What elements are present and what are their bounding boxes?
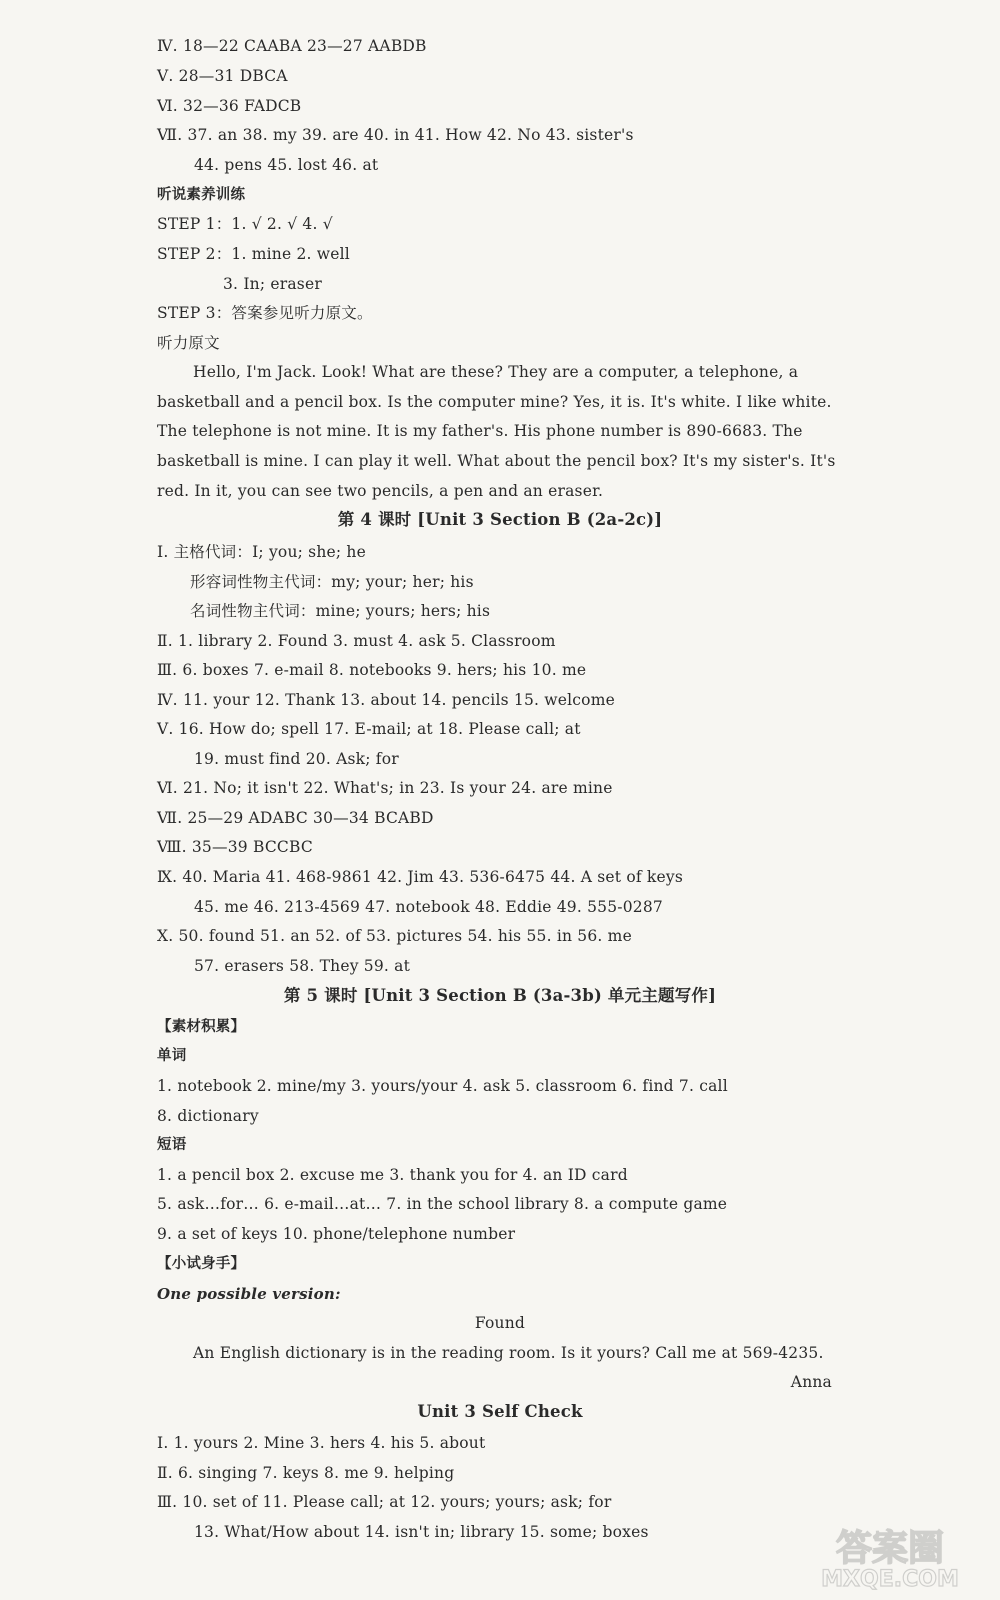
watermark-graphic bbox=[800, 1522, 980, 1592]
script-line: The telephone is not mine. It is my father's. His phone number is 890-6683. The bbox=[157, 422, 803, 440]
answer-line: Ⅴ. 16. How do; spell 17. E-mail; at 18. Please call; at bbox=[157, 720, 581, 738]
watermark-en: MXQE.COM bbox=[821, 1567, 959, 1592]
script-line: Hello, I'm Jack. Look! What are these? They are a computer, a telephone, a bbox=[193, 363, 799, 381]
found-text: An English dictionary is in the reading room. Is it yours? Call me at 569-4235. bbox=[193, 1344, 824, 1362]
answer-line: Ⅲ. 6. boxes 7. e-mail 8. notebooks 9. hers; his 10. me bbox=[157, 661, 587, 679]
answer-line: 13. What/How about 14. isn't in; library 15. some; boxes bbox=[194, 1523, 649, 1541]
answer-line: Ⅳ. 11. your 12. Thank 13. about 14. pencils 15. welcome bbox=[157, 691, 615, 709]
words-heading: 单词 bbox=[157, 1048, 187, 1064]
answer-line: Ⅹ. 50. found 51. an 52. of 53. pictures 54. his 55. in 56. me bbox=[157, 927, 632, 945]
try-heading: 【小试身手】 bbox=[157, 1256, 246, 1272]
step-1: STEP 1：1. √ 2. √ 4. √ bbox=[157, 215, 333, 233]
answer-line: 44. pens 45. lost 46. at bbox=[194, 156, 379, 174]
found-title: Found bbox=[474, 1314, 526, 1332]
answer-line: 19. must find 20. Ask; for bbox=[194, 750, 399, 768]
words-line: 8. dictionary bbox=[157, 1107, 259, 1125]
answer-line: Ⅲ. 10. set of 11. Please call; at 12. yours; yours; ask; for bbox=[157, 1493, 612, 1511]
step-2-cont: 3. In; eraser bbox=[223, 275, 322, 293]
lesson-4-title: 第 4 课时 [Unit 3 Section B (2a-2c)] bbox=[337, 510, 663, 529]
phrases-line: 9. a set of keys 10. phone/telephone number bbox=[157, 1225, 516, 1243]
step-3: STEP 3：答案参见听力原文。 bbox=[157, 304, 373, 322]
answer-line: Ⅶ. 37. an 38. my 39. are 40. in 41. How 42. No 43. sister's bbox=[157, 126, 634, 144]
material-heading: 【素材积累】 bbox=[157, 1019, 246, 1035]
phrases-line: 5. ask…for… 6. e-mail…at… 7. in the school library 8. a compute game bbox=[157, 1195, 728, 1213]
answer-line: Ⅴ. 28—31 DBCA bbox=[157, 67, 288, 85]
script-line: basketball is mine. I can play it well. What about the pencil box? It's my sister's. It's bbox=[157, 452, 836, 470]
watermark-logo bbox=[800, 1522, 980, 1592]
answer-line: Ⅵ. 32—36 FADCB bbox=[157, 97, 302, 115]
words-line: 1. notebook 2. mine/my 3. yours/your 4. ask 5. classroom 6. find 7. call bbox=[157, 1077, 728, 1095]
answer-line: Ⅱ. 1. library 2. Found 3. must 4. ask 5. Classroom bbox=[157, 632, 556, 650]
lesson-5-title: 第 5 课时 [Unit 3 Section B (3a-3b) 单元主题写作] bbox=[283, 986, 717, 1005]
phrases-heading: 短语 bbox=[157, 1137, 187, 1153]
answer-line: Ⅵ. 21. No; it isn't 22. What's; in 23. Is your 24. are mine bbox=[157, 779, 613, 797]
answer-line: 45. me 46. 213-4569 47. notebook 48. Eddie 49. 555-0287 bbox=[194, 898, 663, 916]
answer-line: Ⅸ. 40. Maria 41. 468-9861 42. Jim 43. 536-6475 44. A set of keys bbox=[157, 868, 684, 886]
self-check-title: Unit 3 Self Check bbox=[417, 1402, 583, 1421]
watermark-cn: 答案圈 bbox=[835, 1528, 945, 1569]
answer-line: 57. erasers 58. They 59. at bbox=[194, 957, 411, 975]
answer-line: Ⅳ. 18—22 CAABA 23—27 AABDB bbox=[157, 37, 427, 55]
script-line: red. In it, you can see two pencils, a pen and an eraser. bbox=[157, 482, 604, 500]
answer-line: Ⅰ. 主格代词：I; you; she; he bbox=[157, 543, 366, 561]
listening-heading: 听说素养训练 bbox=[157, 187, 246, 203]
answer-line: Ⅱ. 6. singing 7. keys 8. me 9. helping bbox=[157, 1464, 455, 1482]
version-label: One possible version: bbox=[157, 1285, 341, 1303]
answer-line: Ⅶ. 25—29 ADABC 30—34 BCABD bbox=[157, 809, 434, 827]
answer-line: Ⅷ. 35—39 BCCBC bbox=[157, 838, 313, 856]
answer-line: 形容词性物主代词：my; your; her; his bbox=[190, 573, 474, 591]
script-heading: 听力原文 bbox=[157, 334, 220, 352]
signature: Anna bbox=[790, 1373, 832, 1391]
phrases-line: 1. a pencil box 2. excuse me 3. thank you for 4. an ID card bbox=[157, 1166, 628, 1184]
answer-line: 名词性物主代词：mine; yours; hers; his bbox=[190, 602, 491, 620]
step-2: STEP 2：1. mine 2. well bbox=[157, 245, 350, 263]
script-line: basketball and a pencil box. Is the computer mine? Yes, it is. It's white. I like white. bbox=[157, 393, 832, 411]
answer-line: Ⅰ. 1. yours 2. Mine 3. hers 4. his 5. about bbox=[157, 1434, 486, 1452]
